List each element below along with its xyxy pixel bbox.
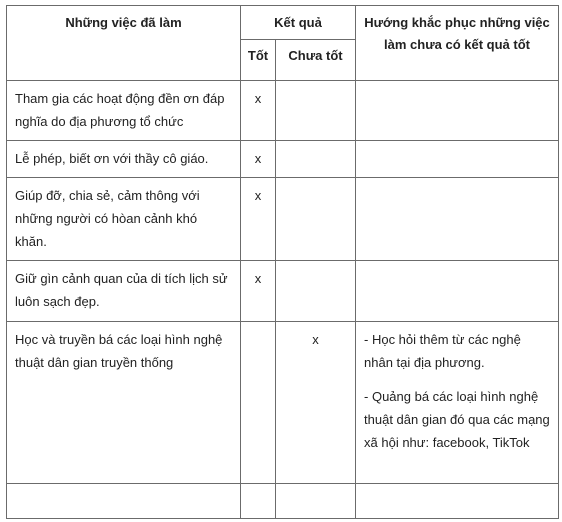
- header-fix: Hướng khắc phục những việc làm chưa có kết quả tốt: [356, 6, 559, 81]
- fix-line: - Quảng bá các loại hình nghệ thuật dân gian đó qua các mạng xã hội như: facebook, TikTok: [364, 389, 550, 450]
- table-row: [7, 141, 559, 178]
- fix-cell: [356, 178, 559, 261]
- task-cell: [7, 484, 241, 519]
- task-cell: Tham gia các hoạt động đền ơn đáp nghĩa do địa phương tổ chức: [7, 81, 241, 141]
- task-cell: Lễ phép, biết ơn với thầy cô giáo.: [7, 141, 241, 178]
- fix-line: - Học hỏi thêm từ các nghệ nhân tại địa phương.: [364, 332, 521, 370]
- not-good-mark: [276, 484, 356, 519]
- good-mark: [241, 484, 276, 519]
- fix-cell: [356, 484, 559, 519]
- not-good-mark: [276, 81, 356, 141]
- not-good-mark: [276, 141, 356, 178]
- header-row: [7, 6, 559, 40]
- not-good-mark: [276, 178, 356, 261]
- fix-cell: [356, 141, 559, 178]
- not-good-mark: [276, 261, 356, 322]
- task-cell: Học và truyền bá các loại hình nghệ thuật dân gian truyền thống: [7, 322, 241, 484]
- task-cell: Giữ gìn cảnh quan của di tích lịch sử luôn sạch đẹp.: [7, 261, 241, 322]
- task-cell: Giúp đỡ, chia sẻ, cảm thông với những người có hòan cảnh khó khăn.: [7, 178, 241, 261]
- fix-cell: [356, 81, 559, 141]
- good-mark: x: [241, 81, 276, 141]
- fix-cell: [356, 261, 559, 322]
- header-tasks: Những việc đã làm: [7, 6, 241, 81]
- good-mark: x: [241, 141, 276, 178]
- fix-cell: [356, 322, 559, 484]
- header-result: Kết quả: [241, 6, 356, 40]
- header-not-good: Chưa tốt: [276, 40, 356, 81]
- table-row-empty: [7, 484, 559, 519]
- header-good: Tốt: [241, 40, 276, 81]
- good-mark: x: [241, 178, 276, 261]
- good-mark: [241, 322, 276, 484]
- table-row: [7, 322, 559, 484]
- not-good-mark: x: [276, 322, 356, 484]
- results-table: [6, 5, 559, 519]
- table-row: [7, 81, 559, 141]
- good-mark: x: [241, 261, 276, 322]
- table-row: [7, 261, 559, 322]
- table-row: [7, 178, 559, 261]
